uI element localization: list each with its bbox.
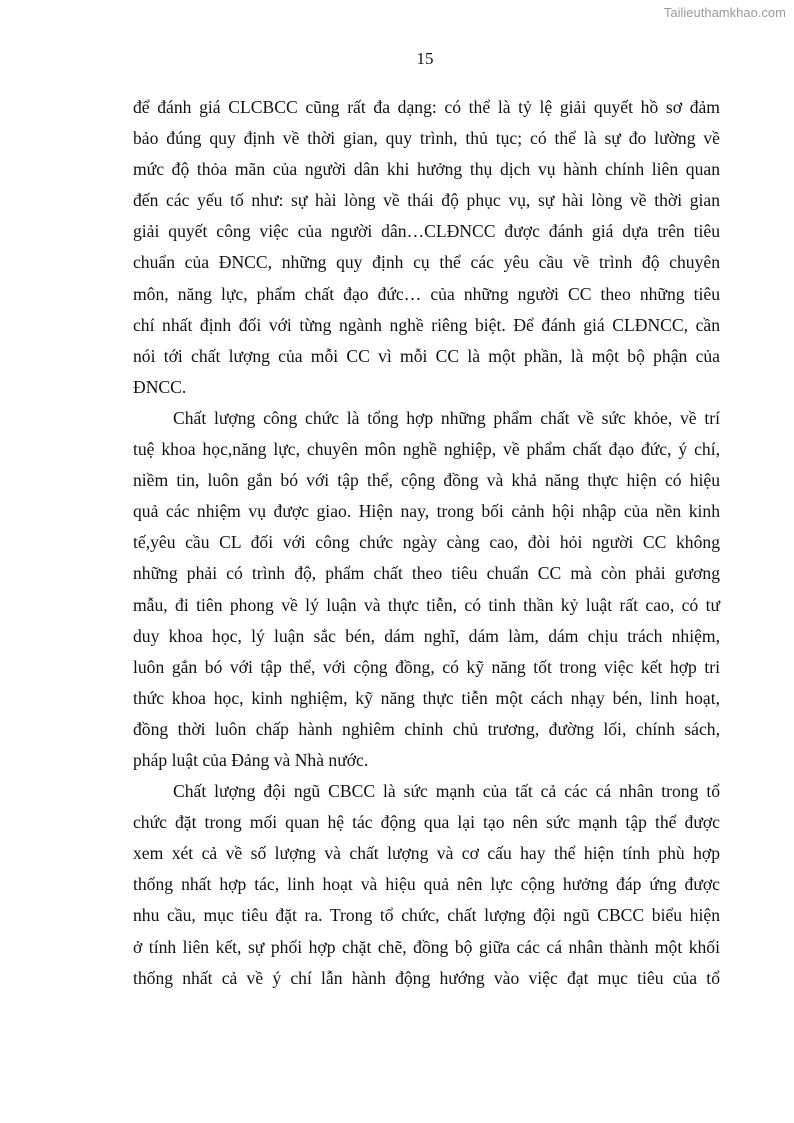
text-line: chức đặt trong mối quan hệ tác động qua lại tạo nên sức mạnh tập thể được	[133, 812, 720, 833]
text-line: để đánh giá CLCBCC cũng rất đa dạng: có thể là tỷ lệ giải quyết hồ sơ đảm	[133, 97, 720, 117]
text-line: tuệ khoa học,năng lực, chuyên môn nghề nghiệp, về phẩm chất đạo đức, ý chí,	[133, 439, 720, 460]
text-line: xem xét cả về số lượng và chất lượng và cơ cấu hay thể hiện tính phù hợp	[133, 843, 720, 864]
document-body	[133, 92, 720, 994]
text-line: ở tính liên kết, sự phối hợp chặt chẽ, đồng bộ giữa các cá nhân thành một khối	[133, 936, 720, 957]
paragraph	[133, 776, 720, 994]
text-line: thức khoa học, kinh nghiệm, kỹ năng thực tiễn một cách nhạy bén, linh hoạt,	[133, 687, 720, 708]
text-line: Chất lượng đội ngũ CBCC là sức mạnh của tất cả các cá nhân trong tổ	[173, 781, 720, 802]
text-line: nói tới chất lượng của mỗi CC vì mỗi CC là một phần, là một bộ phận của	[133, 345, 720, 366]
text-line: luôn gắn bó với tập thể, với cộng đồng, có kỹ năng tốt trong việc kết hợp tri	[133, 656, 720, 677]
text-line: đến các yếu tố như: sự hài lòng về thái độ phục vụ, sự hài lòng về thời gian	[133, 190, 720, 211]
text-line: mức độ thỏa mãn của người dân khi hưởng thụ dịch vụ hành chính liên quan	[133, 159, 720, 180]
text-line: nhu cầu, mục tiêu đặt ra. Trong tổ chức, chất lượng đội ngũ CBCC biểu hiện	[133, 905, 720, 926]
watermark: Tailieuthamkhao.com	[663, 5, 786, 20]
text-line: duy khoa học, lý luận sắc bén, dám nghĩ, dám làm, dám chịu trách nhiệm,	[133, 625, 720, 646]
text-line: ĐNCC.	[133, 376, 187, 397]
text-line: bảo đúng quy định về thời gian, quy trình, thủ tục; có thể là sự đo lường về	[133, 128, 720, 149]
text-line: thống nhất hợp tác, linh hoạt và hiệu quả nên lực cộng hưởng đáp ứng được	[133, 874, 720, 895]
text-line: chuẩn của ĐNCC, những quy định cụ thể các yêu cầu về trình độ chuyên	[133, 252, 720, 273]
page-number: 15	[416, 49, 434, 68]
text-line: chí nhất định đối với từng ngành nghề riêng biệt. Để đánh giá CLĐNCC, cần	[133, 314, 720, 335]
text-line: những phải có trình độ, phẩm chất theo tiêu chuẩn CC mà còn phải gương	[133, 563, 720, 584]
text-line: Chất lượng công chức là tổng hợp những phẩm chất về sức khỏe, về trí	[173, 407, 720, 428]
text-line: giải quyết công việc của người dân…CLĐNCC được đánh giá dựa trên tiêu	[133, 221, 720, 242]
text-line: tế,yêu cầu CL đối với công chức ngày càng cao, đòi hỏi người CC không	[133, 532, 720, 553]
text-line: niềm tin, luôn gắn bó với tập thể, cộng đồng và khả năng thực hiện có hiệu	[133, 470, 720, 491]
paragraph	[133, 403, 720, 776]
text-line: thống nhất cả về ý chí lẫn hành động hướng vào việc đạt mục tiêu của tổ	[133, 967, 720, 988]
text-line: môn, năng lực, phẩm chất đạo đức… của những người CC theo những tiêu	[133, 283, 720, 304]
text-line: pháp luật của Đảng và Nhà nước.	[133, 749, 369, 770]
text-line: quả các nhiệm vụ được giao. Hiện nay, trong bối cảnh hội nhập của nền kinh	[133, 501, 720, 522]
text-line: đồng thời luôn chấp hành nghiêm chỉnh chủ trương, đường lối, chính sách,	[133, 718, 720, 739]
paragraph	[133, 92, 720, 403]
text-line: mẫu, đi tiên phong về lý luận và thực tiễn, có tinh thần kỷ luật rất cao, có tư	[133, 594, 720, 615]
